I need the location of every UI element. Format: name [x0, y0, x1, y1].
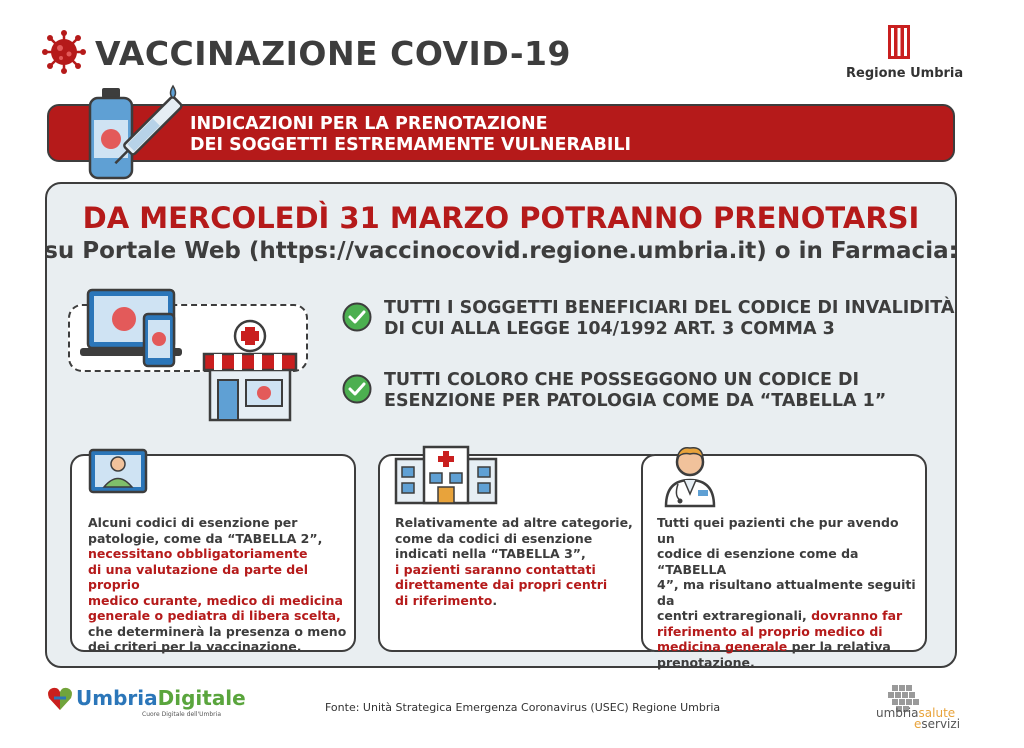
- check-text: [384, 370, 964, 412]
- card-text-line: Relativamente ad altre categorie,: [395, 515, 633, 530]
- vaccine-vial-syringe-icon: [80, 80, 185, 180]
- computer-phone-icon: [80, 286, 200, 376]
- doctor-screen-icon: [88, 440, 148, 500]
- card-text-3: [657, 515, 917, 670]
- card-text-line: indicati nella “TABELLA 3”,: [395, 546, 586, 561]
- card-text-line: che determinerà la presenza o meno: [88, 623, 347, 639]
- check-circle-icon: [342, 374, 372, 404]
- logo-digitale-word: Digitale: [157, 686, 246, 710]
- logo-umbria-word: Umbria: [76, 686, 158, 710]
- hospital-icon: [394, 445, 498, 505]
- usl-word-servizi: servizi: [921, 717, 961, 731]
- card-text-line: riferimento al proprio medico di: [657, 623, 883, 639]
- region-emblem-icon: [888, 25, 910, 59]
- umbria-salute-logo: [876, 708, 960, 730]
- card-text-line: come da codici di esenzione: [395, 530, 593, 546]
- card-text-line: prenotazione.: [657, 654, 755, 670]
- check-line: DI CUI ALLA LEGGE 104/1992 ART. 3 COMMA 3: [384, 319, 835, 339]
- banner-line-1: INDICAZIONI PER LA PRENOTAZIONE: [190, 114, 548, 134]
- check-circle-icon: [342, 302, 372, 332]
- umbria-digitale-logo: [76, 686, 246, 710]
- umbria-digitale-heart-icon: [47, 686, 73, 712]
- card-text-line: patologie, come da “TABELLA 2”,: [88, 530, 323, 546]
- card-text-line: medicina generale per la relativa: [657, 639, 891, 654]
- region-name: Regione Umbria: [846, 66, 964, 81]
- card-text-line: i pazienti saranno contattati: [395, 561, 596, 577]
- card-text-1: [88, 515, 348, 655]
- card-text-line: Tutti quei pazienti che pur avendo un: [657, 515, 899, 546]
- headline: DA MERCOLEDÌ 31 MARZO POTRANNO PRENOTARSI: [82, 201, 920, 235]
- banner-line-2: DEI SOGGETTI ESTREMAMENTE VULNERABILI: [190, 135, 632, 155]
- page-title: VACCINAZIONE COVID-19: [95, 34, 571, 73]
- card-text-line: di riferimento.: [395, 592, 498, 608]
- card-text-line: 4”, ma risultano attualmente seguiti da: [657, 577, 916, 608]
- virus-icon: [42, 30, 86, 74]
- card-text-line: generale o pediatra di libera scelta,: [88, 608, 341, 623]
- check-line: TUTTI I SOGGETTI BENEFICIARI DEL CODICE DI INVALIDITÀ: [384, 298, 955, 318]
- check-text: [384, 298, 964, 340]
- banner-heading: [190, 114, 631, 156]
- check-line: TUTTI COLORO CHE POSSEGGONO UN CODICE DI: [384, 370, 860, 390]
- subheadline: su Portale Web (https://vaccinocovid.regione.umbria.it) o in Farmacia:: [44, 238, 958, 264]
- card-text-line: dei criteri per la vaccinazione.: [88, 639, 302, 654]
- card-text-2: [395, 515, 655, 608]
- usl-word-umbria: umbria: [876, 706, 919, 720]
- umbria-digitale-tagline: Cuore Digitale dell'Umbria: [142, 711, 221, 718]
- card-text-line: direttamente dai propri centri: [395, 577, 608, 592]
- doctor-icon: [660, 440, 720, 508]
- usl-word-salute: salute: [918, 706, 956, 720]
- card-text-line: di una valutazione da parte del proprio: [88, 561, 309, 592]
- card-text-line: necessitano obbligatoriamente: [88, 546, 308, 561]
- card-text-line: Alcuni codici di esenzione per: [88, 515, 298, 530]
- card-text-line: medico curante, medico di medicina: [88, 592, 343, 608]
- source-note: Fonte: Unità Strategica Emergenza Coronavirus (USEC) Regione Umbria: [325, 701, 721, 714]
- pharmacy-icon: [200, 318, 300, 423]
- check-line: ESENZIONE PER PATOLOGIA COME DA “TABELLA 1”: [384, 391, 887, 411]
- card-text-line: centri extraregionali, dovranno far: [657, 608, 903, 623]
- usl-word-e: e: [914, 717, 922, 731]
- card-text-line: codice di esenzione come da “TABELLA: [657, 546, 859, 577]
